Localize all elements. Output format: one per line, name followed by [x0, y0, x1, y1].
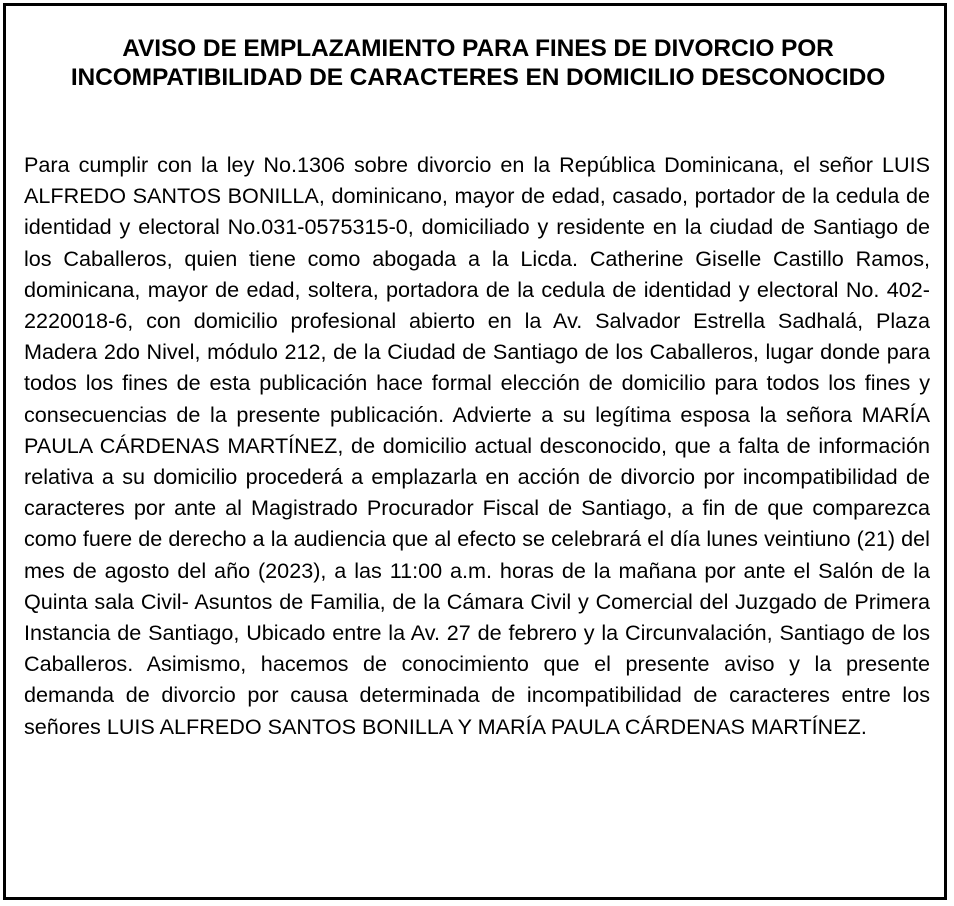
notice-title: AVISO DE EMPLAZAMIENTO PARA FINES DE DIVORCIO POR INCOMPATIBILIDAD DE CARACTERES EN DOMICILIO DESCONOCIDO [70, 35, 886, 91]
legal-notice-box [3, 3, 947, 900]
notice-body: Para cumplir con la ley No.1306 sobre divorcio en la República Dominicana, el señor LUIS ALFREDO SANTOS BONILLA, dominicano, mayor de edad, casado, portador de la cedula de identidad y electoral No.031-0575315-0, domiciliado y residente en la ciudad de Santiago de los Caballeros, quien tiene como abogada a la Licda. Catherine Giselle Castillo Ramos, dominicana, mayor de edad, soltera, portadora de la cedula de identidad y electoral No. 402-2220018-6, con domicilio profesional abierto en la Av. Salvador Estrella Sadhalá, Plaza Madera 2do Nivel, módulo 212, de la Ciudad de Santiago de los Caballeros, lugar donde para todos los fines de esta publicación hace formal elección de domicilio para todos los fines y consecuencias de la presente publicación. Advierte a su legítima esposa la señora MARÍA PAULA CÁRDENAS MARTÍNEZ, de domicilio actual desconocido, que a falta de información relativa a su domicilio procederá a emplazarla en acción de divorcio por incompatibilidad de caracteres por ante al Magistrado Procurador Fiscal de Santiago, a fin de que comparezca como fuere de derecho a la audiencia que al efecto se celebrará el día lunes veintiuno (21) del mes de agosto del año (2023), a las 11:00 a.m. horas de la mañana por ante el Salón de la Quinta sala Civil- Asuntos de Familia, de la Cámara Civil y Comercial del Juzgado de Primera Instancia de Santiago, Ubicado entre la Av. 27 de febrero y la Circunvalación, Santiago de los Caballeros. Asimismo, hacemos de conocimiento que el presente aviso y la presente demanda de divorcio por causa determinada de incompatibilidad de caracteres entre los señores LUIS ALFREDO SANTOS BONILLA Y MARÍA PAULA CÁRDENAS MARTÍNEZ. [24, 152, 930, 739]
